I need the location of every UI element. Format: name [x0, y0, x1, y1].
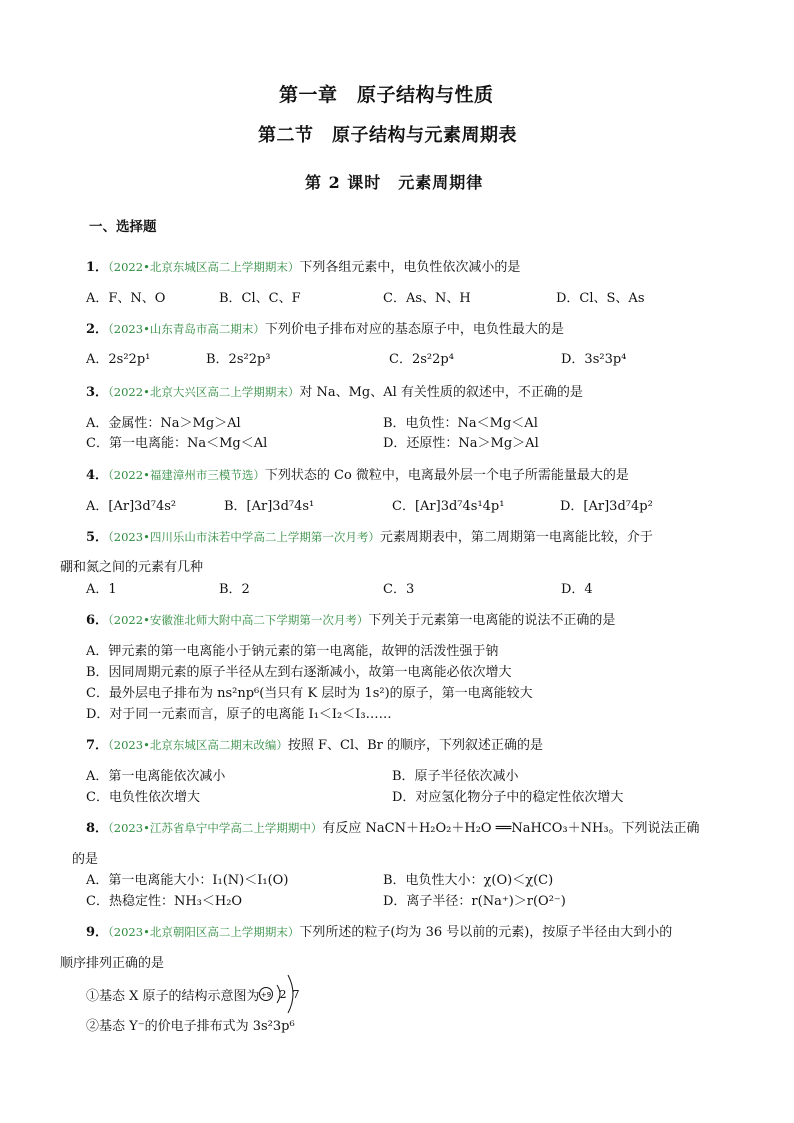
atom-structure-diagram — [258, 972, 308, 1016]
option-c: C．As、N、H — [383, 291, 471, 306]
question-source: （2022•福建漳州市三模节选） — [108, 468, 265, 482]
question-number: 4． — [86, 468, 109, 483]
option-b: B．因同周期元素的原子半径从左到右逐渐减小，故第一电离能必依次增大 — [86, 665, 512, 680]
option-a: A．金属性：Na＞Mg＞Al — [86, 416, 241, 431]
option-d: D．还原性：Na＞Mg＞Al — [383, 436, 539, 451]
question-9 — [86, 921, 672, 940]
question-3 — [86, 381, 583, 400]
option-d: D．对应氢化物分子中的稳定性依次增大 — [392, 790, 624, 805]
question-source: （2022•北京大兴区高二上学期期末） — [108, 385, 300, 399]
option-d: D．4 — [561, 582, 593, 597]
question-5 — [86, 526, 653, 545]
question-number: 3． — [86, 385, 109, 400]
shell-1-electrons: 2 — [279, 988, 287, 1001]
option-b: B．[Ar]3d⁷4s¹ — [224, 499, 315, 514]
question-stem: 有反应 NaCN＋H₂O₂＋H₂O ══NaHCO₃＋NH₃。下列说法正确 — [322, 821, 700, 836]
question-number: 8． — [86, 821, 109, 836]
option-b: B．原子半径依次减小 — [392, 769, 519, 784]
option-d: D．3s²3p⁴ — [561, 352, 627, 367]
option-b: B．电负性：Na＜Mg＜Al — [383, 416, 538, 431]
option-c: C．[Ar]3d⁷4s¹4p¹ — [392, 499, 505, 514]
option-b: B．2 — [219, 582, 250, 597]
chapter-title: 第一章 原子结构与性质 — [279, 84, 494, 106]
question-stem: 下列状态的 Co 微粒中，电离最外层一个电子所需能量最大的是 — [264, 468, 629, 483]
question-number: 1． — [86, 260, 109, 275]
question-source: （2023•四川乐山市沫若中学高二上学期第一次月考） — [108, 530, 380, 544]
question-stem-continued: 的是 — [72, 852, 99, 867]
question-stem-continued: 硼和氮之间的元素有几种 — [60, 560, 204, 575]
question-number: 7． — [86, 738, 109, 753]
option-b: B．2s²2p³ — [206, 352, 271, 367]
question-2 — [86, 318, 564, 337]
question-source: （2023•北京东城区高二期末改编） — [108, 738, 288, 752]
question-stem: 下列价电子排布对应的基态原子中，电负性最大的是 — [264, 322, 564, 337]
option-c: C．电负性依次增大 — [86, 790, 200, 805]
option-c: C．热稳定性：NH₃＜H₂O — [86, 894, 243, 909]
question-stem: 元素周期表中，第二周期第一电离能比较，介于 — [379, 530, 653, 545]
option-a: A．F、N、O — [86, 291, 166, 306]
question-4 — [86, 464, 629, 483]
option-c: C．最外层电子排布为 ns²np⁶(当只有 K 层时为 1s²)的原子，第一电离能较大 — [86, 686, 533, 701]
option-b: B．电负性大小：χ(O)＜χ(C) — [383, 873, 554, 888]
atom-nucleus-charge: +9 — [260, 991, 272, 999]
option-c: C．第一电离能：Na＜Mg＜Al — [86, 436, 268, 451]
option-a: A．[Ar]3d⁷4s² — [86, 499, 177, 514]
section-title: 第二节 原子结构与元素周期表 — [258, 125, 517, 146]
question-1 — [86, 256, 520, 275]
option-c: C．2s²2p⁴ — [389, 352, 454, 367]
question-source: （2023•北京朝阳区高二上学期期末） — [108, 925, 300, 939]
part-heading: 一、选择题 — [89, 219, 157, 235]
question-stem-continued: 顺序排列正确的是 — [60, 956, 165, 971]
question-source: （2023•江苏省阜宁中学高二上学期期中） — [108, 821, 323, 835]
item-1: ①基态 X 原子的结构示意图为 — [86, 989, 260, 1004]
option-a: A．第一电离能大小：I₁(N)＜I₁(O) — [86, 873, 289, 888]
option-a: A．钾元素的第一电离能小于钠元素的第一电离能，故钾的活泼性强于钠 — [86, 644, 499, 659]
question-source: （2023•山东青岛市高二期末） — [108, 322, 265, 336]
lesson-title: 第 2 课时 元素周期律 — [305, 173, 484, 192]
question-number: 9． — [86, 925, 109, 940]
question-number: 2． — [86, 322, 109, 337]
question-7 — [86, 734, 543, 753]
option-a: A．2s²2p¹ — [86, 352, 151, 367]
question-number: 5． — [86, 530, 109, 545]
question-stem: 下列各组元素中，电负性依次减小的是 — [299, 260, 521, 275]
option-a: A．第一电离能依次减小 — [86, 769, 226, 784]
question-6 — [86, 609, 615, 628]
option-b: B．Cl、C、F — [219, 291, 301, 306]
question-8 — [86, 817, 700, 836]
option-d: D．[Ar]3d⁷4p² — [560, 499, 653, 514]
question-source: （2022•安徽淮北师大附中高二下学期第一次月考） — [108, 613, 369, 627]
shell-2-electrons: 7 — [292, 988, 300, 1001]
question-source: （2022•北京东城区高二上学期期末） — [108, 260, 300, 274]
question-stem: 按照 F、Cl、Br 的顺序，下列叙述正确的是 — [287, 738, 544, 753]
option-d: D．对于同一元素而言，原子的电离能 I₁＜I₂＜I₃…… — [86, 707, 392, 722]
question-stem: 对 Na、Mg、Al 有关性质的叙述中，不正确的是 — [299, 385, 583, 400]
option-c: C．3 — [383, 582, 415, 597]
option-d: D．Cl、S、As — [556, 291, 645, 306]
option-d: D．离子半径：r(Na⁺)＞r(O²⁻) — [383, 894, 566, 909]
question-stem: 下列关于元素第一电离能的说法不正确的是 — [368, 613, 616, 628]
question-number: 6． — [86, 613, 109, 628]
question-stem: 下列所述的粒子(均为 36 号以前的元素)，按原子半径由大到小的 — [299, 925, 673, 940]
option-a: A．1 — [86, 582, 117, 597]
item-2: ②基态 Y⁻的价电子排布式为 3s²3p⁶ — [86, 1019, 295, 1034]
